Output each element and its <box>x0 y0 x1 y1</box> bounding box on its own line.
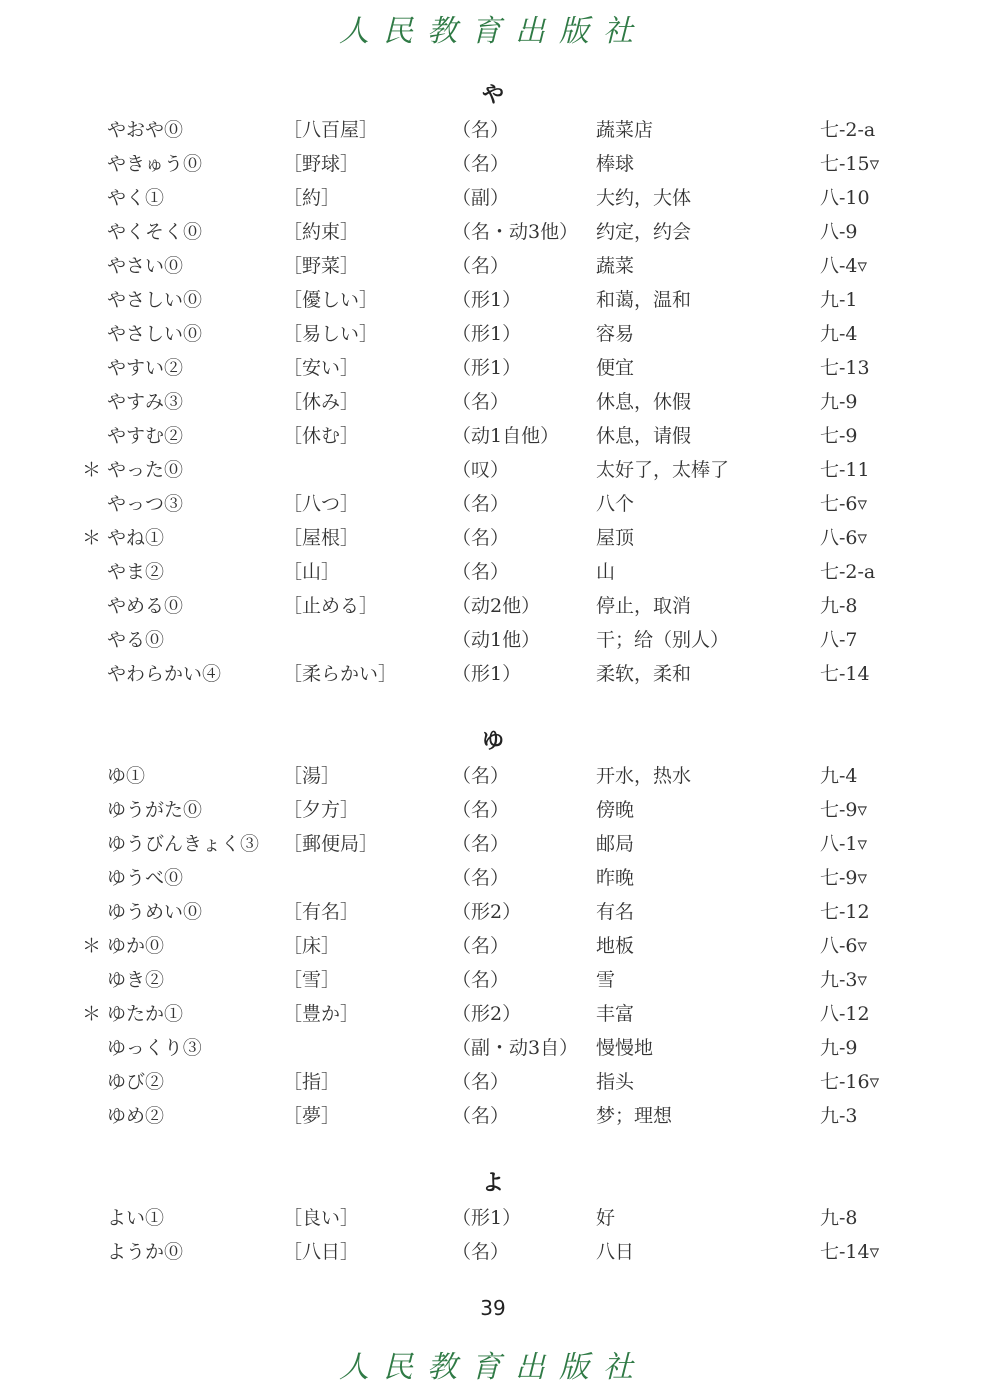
section-heading: や <box>481 83 504 108</box>
reading: ゆ① <box>107 765 146 787</box>
reading: やさしい⓪ <box>107 323 203 345</box>
kanji: ［約］ <box>283 187 341 209</box>
kanji: ［雪］ <box>283 969 341 991</box>
reading: ゆたか① <box>107 1003 184 1025</box>
reading: やく① <box>107 187 165 209</box>
meaning: 便宜 <box>596 357 635 379</box>
reading: やね① <box>107 527 165 549</box>
meaning: 雪 <box>596 969 616 991</box>
meaning: 容易 <box>596 323 635 345</box>
kanji: ［易しい］ <box>283 323 379 345</box>
reading: ようか⓪ <box>107 1241 184 1263</box>
kanji: ［休み］ <box>283 391 360 413</box>
lesson-ref: 九-9 <box>820 391 858 413</box>
part-of-speech: （形1） <box>452 357 522 379</box>
publisher-logo-top: 人民教育出版社 <box>339 14 647 49</box>
meaning: 有名 <box>596 901 635 923</box>
vocab-row <box>0 793 986 827</box>
section-yu <box>0 725 986 1133</box>
lesson-ref: 八-4▿ <box>820 255 868 277</box>
part-of-speech: （名） <box>452 867 510 889</box>
lesson-ref: 八-6▿ <box>820 935 868 957</box>
part-of-speech: （形2） <box>452 1003 522 1025</box>
section-yo <box>0 1167 986 1269</box>
meaning: 八个 <box>596 493 635 515</box>
lesson-ref: 七-15▿ <box>820 153 880 175</box>
part-of-speech: （动1自他） <box>452 425 560 447</box>
lesson-ref: 八-9 <box>820 221 858 243</box>
lesson-ref: 八-1▿ <box>820 833 868 855</box>
vocab-row <box>0 997 986 1031</box>
part-of-speech: （名） <box>452 561 510 583</box>
vocab-row <box>0 283 986 317</box>
vocab-row <box>0 1065 986 1099</box>
kanji: ［指］ <box>283 1071 341 1093</box>
kanji: ［床］ <box>283 935 341 957</box>
lesson-ref: 七-12 <box>820 901 870 923</box>
part-of-speech: （形1） <box>452 663 522 685</box>
meaning: 和蔼，温和 <box>596 289 692 311</box>
lesson-ref: 九-1 <box>820 289 858 311</box>
meaning: 停止，取消 <box>596 595 692 617</box>
meaning: 开水，热水 <box>596 765 692 787</box>
part-of-speech: （名） <box>452 799 510 821</box>
reading: やすみ③ <box>107 391 184 413</box>
reading: やま② <box>107 561 165 583</box>
reading: やくそく⓪ <box>107 221 203 243</box>
reading: ゆっくり③ <box>107 1037 202 1059</box>
part-of-speech: （名） <box>452 527 510 549</box>
kanji: ［野菜］ <box>283 255 360 277</box>
vocab-row <box>0 147 986 181</box>
lesson-ref: 九-9 <box>820 1037 858 1059</box>
kanji: ［湯］ <box>283 765 341 787</box>
part-of-speech: （动1他） <box>452 629 541 651</box>
part-of-speech: （名） <box>452 255 510 277</box>
reading: やわらかい④ <box>107 663 222 685</box>
star-mark: ＊ <box>82 459 102 481</box>
kanji: ［安い］ <box>283 357 360 379</box>
vocab-row <box>0 487 986 521</box>
meaning: 丰富 <box>596 1003 635 1025</box>
vocab-row <box>0 453 986 487</box>
lesson-ref: 七-14▿ <box>820 1241 880 1263</box>
kanji: ［止める］ <box>283 595 379 617</box>
part-of-speech: （形1） <box>452 1207 522 1229</box>
lesson-ref: 八-12 <box>820 1003 870 1025</box>
vocab-row <box>0 589 986 623</box>
part-of-speech: （名） <box>452 1105 510 1127</box>
vocab-row <box>0 1201 986 1235</box>
meaning: 屋顶 <box>596 527 635 549</box>
kanji: ［約束］ <box>283 221 360 243</box>
lesson-ref: 七-2-a <box>820 561 876 583</box>
vocab-row <box>0 1031 986 1065</box>
lesson-ref: 七-9 <box>820 425 858 447</box>
meaning: 山 <box>596 561 616 583</box>
reading: やめる⓪ <box>107 595 184 617</box>
meaning: 干；给（别人） <box>596 629 730 651</box>
star-mark: ＊ <box>82 935 102 957</box>
kanji: ［良い］ <box>283 1207 360 1229</box>
part-of-speech: （名） <box>452 493 510 515</box>
reading: やさしい⓪ <box>107 289 203 311</box>
kanji: ［野球］ <box>283 153 360 175</box>
reading: ゆうめい⓪ <box>107 901 203 923</box>
reading: ゆび② <box>107 1071 165 1093</box>
meaning: 梦；理想 <box>596 1105 673 1127</box>
reading: ゆき② <box>107 969 165 991</box>
part-of-speech: （动2他） <box>452 595 541 617</box>
lesson-ref: 七-14 <box>820 663 870 685</box>
section-heading: ゆ <box>481 729 504 754</box>
reading: やっつ③ <box>107 493 184 515</box>
reading: ゆうがた⓪ <box>107 799 203 821</box>
reading: ゆめ② <box>107 1105 165 1127</box>
meaning: 好 <box>596 1207 616 1229</box>
section-heading: よ <box>481 1171 504 1196</box>
lesson-ref: 七-16▿ <box>820 1071 880 1093</box>
meaning: 指头 <box>596 1071 635 1093</box>
vocab-row <box>0 555 986 589</box>
part-of-speech: （名） <box>452 1241 510 1263</box>
meaning: 蔬菜 <box>596 255 635 277</box>
meaning: 邮局 <box>596 833 635 855</box>
meaning: 蔬菜店 <box>596 119 654 141</box>
star-mark: ＊ <box>82 527 102 549</box>
part-of-speech: （形2） <box>452 901 522 923</box>
meaning: 休息，请假 <box>596 425 692 447</box>
meaning: 昨晚 <box>596 867 635 889</box>
kanji: ［八日］ <box>283 1241 360 1263</box>
lesson-ref: 九-4 <box>820 765 858 787</box>
reading: よい① <box>107 1207 165 1229</box>
part-of-speech: （名） <box>452 119 510 141</box>
lesson-ref: 七-2-a <box>820 119 876 141</box>
lesson-ref: 七-6▿ <box>820 493 868 515</box>
vocab-row <box>0 351 986 385</box>
vocab-row <box>0 521 986 555</box>
star-mark: ＊ <box>82 1003 102 1025</box>
lesson-ref: 九-3 <box>820 1105 858 1127</box>
meaning: 太好了，太棒了 <box>596 459 730 481</box>
part-of-speech: （形1） <box>452 289 522 311</box>
lesson-ref: 八-7 <box>820 629 858 651</box>
part-of-speech: （名・动3他） <box>452 221 579 243</box>
reading: やる⓪ <box>107 629 165 651</box>
vocab-row <box>0 623 986 657</box>
lesson-ref: 九-8 <box>820 1207 858 1229</box>
meaning: 棒球 <box>596 153 635 175</box>
meaning: 八日 <box>596 1241 635 1263</box>
part-of-speech: （名） <box>452 969 510 991</box>
vocab-row <box>0 1235 986 1269</box>
lesson-ref: 九-8 <box>820 595 858 617</box>
reading: やすむ② <box>107 425 184 447</box>
lesson-ref: 七-13 <box>820 357 870 379</box>
publisher-logo-bottom: 人民教育出版社 <box>339 1350 647 1385</box>
kanji: ［郵便局］ <box>283 833 379 855</box>
reading: やきゅう⓪ <box>107 153 203 175</box>
section-ya <box>0 79 986 691</box>
reading: やさい⓪ <box>107 255 184 277</box>
lesson-ref: 七-9▿ <box>820 799 868 821</box>
vocab-row <box>0 181 986 215</box>
reading: ゆうびんきょく③ <box>107 833 260 855</box>
meaning: 地板 <box>596 935 635 957</box>
part-of-speech: （名） <box>452 935 510 957</box>
vocab-row <box>0 657 986 691</box>
meaning: 大约，大体 <box>596 187 692 209</box>
kanji: ［豊か］ <box>283 1003 360 1025</box>
lesson-ref: 九-3▿ <box>820 969 868 991</box>
vocab-row <box>0 827 986 861</box>
vocab-row <box>0 215 986 249</box>
vocab-row <box>0 895 986 929</box>
lesson-ref: 八-6▿ <box>820 527 868 549</box>
part-of-speech: （名） <box>452 153 510 175</box>
reading: ゆか⓪ <box>107 935 165 957</box>
meaning: 约定，约会 <box>596 221 692 243</box>
kanji: ［休む］ <box>283 425 360 447</box>
vocab-row <box>0 963 986 997</box>
kanji: ［有名］ <box>283 901 360 923</box>
kanji: ［柔らかい］ <box>283 663 398 685</box>
part-of-speech: （名） <box>452 391 510 413</box>
lesson-ref: 七-11 <box>820 459 870 481</box>
vocab-row <box>0 759 986 793</box>
kanji: ［山］ <box>283 561 341 583</box>
vocab-row <box>0 861 986 895</box>
meaning: 休息，休假 <box>596 391 692 413</box>
reading: やおや⓪ <box>107 119 184 141</box>
lesson-ref: 八-10 <box>820 187 870 209</box>
meaning: 傍晚 <box>596 799 635 821</box>
vocab-row <box>0 113 986 147</box>
part-of-speech: （副） <box>452 187 510 209</box>
lesson-ref: 九-4 <box>820 323 858 345</box>
vocab-row <box>0 385 986 419</box>
vocab-row <box>0 929 986 963</box>
meaning: 慢慢地 <box>596 1037 654 1059</box>
kanji: ［夢］ <box>283 1105 341 1127</box>
part-of-speech: （名） <box>452 765 510 787</box>
kanji: ［屋根］ <box>283 527 360 549</box>
page-number: 39 <box>480 1296 506 1320</box>
reading: やった⓪ <box>107 459 184 481</box>
lesson-ref: 七-9▿ <box>820 867 868 889</box>
part-of-speech: （名） <box>452 1071 510 1093</box>
meaning: 柔软，柔和 <box>596 663 692 685</box>
reading: やすい② <box>107 357 184 379</box>
kanji: ［夕方］ <box>283 799 360 821</box>
part-of-speech: （叹） <box>452 459 510 481</box>
reading: ゆうべ⓪ <box>107 867 184 889</box>
kanji: ［優しい］ <box>283 289 379 311</box>
vocab-row <box>0 1099 986 1133</box>
part-of-speech: （形1） <box>452 323 522 345</box>
part-of-speech: （名） <box>452 833 510 855</box>
kanji: ［八百屋］ <box>283 119 379 141</box>
vocab-row <box>0 249 986 283</box>
vocab-row <box>0 317 986 351</box>
part-of-speech: （副・动3自） <box>452 1037 579 1059</box>
kanji: ［八つ］ <box>283 493 360 515</box>
vocab-row <box>0 419 986 453</box>
